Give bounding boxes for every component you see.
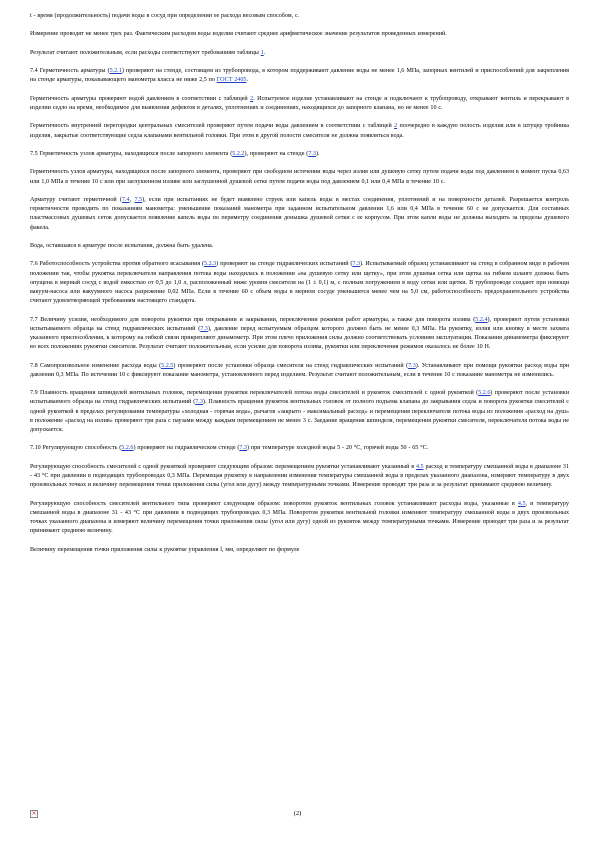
paragraph-text: . bbox=[246, 77, 248, 84]
paragraph bbox=[30, 95, 569, 113]
cross-reference-link[interactable]: 5.2.5 bbox=[161, 362, 174, 369]
paragraph-text: ) проверяют на гидравлическом стенде ( bbox=[133, 445, 240, 452]
cross-reference-link[interactable]: 4.5 bbox=[517, 500, 526, 507]
cross-reference-link[interactable]: 7.5 bbox=[134, 196, 143, 203]
paragraph-text: расход и температуру смешанной воды в диапазоне 31 - 43 °С при давлении в подводящих трубопроводах 0,3 МПа. Перемещая рукоятку в направлении изменения температуры смешанной воды в пределах указанного диапазона, измеряют температуру в двух произвольных точках и величину перемещения точки приложения силы (угол или дугу) между температурными точками. Измерение проводят три раза и за результат принимают среднюю величину. bbox=[30, 463, 569, 489]
cross-reference-link[interactable]: 7.4 bbox=[121, 196, 130, 203]
paragraph bbox=[30, 362, 569, 380]
cross-reference-link[interactable]: 4.5 bbox=[415, 463, 424, 470]
paragraph-text: ). Плавность вращения рукояток вентильных головок от полного подъема клапана до закрывания седла и поворота рукоятки смесителей с одной рукояткой в пределах регулирования температуры «холодная - горячая вода», рычагов «закрыто - максимальный расход» и перемещения переключателя потока воды из положения «расход на душ» в положение «расход на излив» проверяют три раза с паузами между каждым перемещением не менее 3 с. Заедание вращения шпинделя, перемещения рукоятки смесителя, переключателя потока воды не допускается. bbox=[30, 399, 569, 433]
cross-reference-link[interactable]: 5.2.3 bbox=[204, 261, 217, 268]
paragraph-text: 7.6 Работоспособность устройства против обратного всасывания ( bbox=[30, 261, 205, 268]
paragraph bbox=[30, 389, 569, 435]
paragraph bbox=[30, 546, 569, 555]
paragraph-text: ), проверяют на стенде ( bbox=[244, 150, 309, 157]
paragraph bbox=[30, 150, 569, 159]
paragraph-text: t - время (продолжительность) подачи воды в сосуд при определении ее расхода весовым способом, с. bbox=[30, 13, 300, 19]
paragraph-text: . bbox=[263, 49, 266, 56]
cross-reference-link[interactable]: 7.3 bbox=[195, 399, 203, 406]
cross-reference-link[interactable]: 2 bbox=[250, 95, 254, 102]
paragraph-text: ) проверяют на стенде гидравлических испытаний ( bbox=[216, 261, 353, 268]
paragraph-text: Вода, оставшаяся в арматуре после испытания, должна быть удалена. bbox=[30, 242, 214, 249]
cross-reference-link[interactable]: 5.2.1 bbox=[109, 68, 122, 75]
paragraph bbox=[30, 260, 569, 306]
paragraph bbox=[30, 12, 569, 21]
paragraph-text: 7.8 Самопроизвольное изменение расхода воды ( bbox=[30, 362, 162, 369]
paragraph bbox=[30, 463, 569, 491]
cross-reference-link[interactable]: 1 bbox=[260, 49, 264, 56]
cross-reference-link[interactable]: 5.2.2 bbox=[232, 150, 245, 157]
cross-reference-link[interactable]: 7.3 bbox=[352, 261, 361, 268]
paragraph-text: Регулирующую способность смесителей вентильного типа проверяют следующим образом: поворотом рукояток вентильных головок устанавливают расходы воды, указанные в bbox=[30, 500, 518, 507]
paragraph-text: 7.10 Регулирующую способность ( bbox=[30, 445, 122, 452]
paragraph bbox=[30, 122, 569, 140]
paragraph bbox=[30, 168, 569, 186]
cross-reference-link[interactable]: 5.2.6 bbox=[478, 390, 491, 397]
paragraph-text: ), проверяют путем установки испытываемого образца на стенд гидравлических испытаний ( bbox=[30, 316, 569, 332]
paragraph-text: Герметичность арматуры проверяют водой давлением в соответствии с таблицей bbox=[30, 95, 251, 102]
paragraph-text: поочередно в каждую полость изделия или в штуцер тройника изделия, закрытые соответствующие седла клапанами вентильной головки. При этом в другой полости смесителя не должна появляться вода. bbox=[30, 123, 569, 139]
paragraph-text: Величину перемещения точки приложения силы к рукоятке управления l, мм, определяют по формуле bbox=[30, 546, 300, 553]
cross-reference-link[interactable]: 2 bbox=[394, 123, 398, 130]
paragraph bbox=[30, 444, 569, 453]
paragraph-text: 7.4 Герметичность арматуры ( bbox=[30, 68, 110, 75]
cross-reference-link[interactable]: 7.3 bbox=[308, 150, 316, 157]
paragraph-text: ) проверяют на стенде, состоящем из трубопровода, в котором поддерживают давление воды не менее 1,6 МПа, запорных вентилей и приспособлений для закрепления на стенде арматуры, показывающего манометра класса не ниже 2,5 по bbox=[30, 68, 569, 84]
cross-reference-link[interactable]: 7.3 bbox=[408, 362, 416, 369]
paragraph bbox=[30, 30, 569, 39]
paragraph-text: Результат считают положительным, если расходы соответствуют требованиям таблицы bbox=[30, 49, 261, 56]
paragraph-text: , и температуру смешанной воды в диапазоне 31 - 43 °С при давлении в подводящих трубопроводах 0,3 МПа. Поворотом рукоятки вентильной головки изменяют температуру смешанной воды в двух произвольных точках указанного диапазона и измеряют величину перемещения точки приложения силы (угол или дугу) одной из рукояток между температурными точками. Измерение проводят три раза и за результат принимают среднюю величину. bbox=[30, 500, 569, 535]
paragraph-text: ), если при испытаниях не будет выявлено струек или капель воды в местах соединения, уплотнений и на поверхности деталей. Разрешается контроль герметичности проводить по показаниям манометра: уменьшение показаний манометра при заданном испытательном давлении 1,6 или 0,4 МПа в течение 60 с не допускается. Для составных пластмассовых душевых сеток допускается появление капель воды по периметру соединения донышка душевой сетки с ее корпусом. При этом капли воды не должны выходить за пределы душевого факела. bbox=[30, 196, 569, 231]
paragraph-text: , bbox=[129, 196, 135, 203]
paragraph-text: Арматуру считают герметичной ( bbox=[30, 196, 122, 203]
broken-image-icon: × bbox=[31, 810, 37, 817]
paragraph-text: ), давление перед испытуемым образцом которого должно быть не менее 0,3 МПа. На рукоятку, излив или кнопку в месте захвата указанного приспособления, к которому на гибкой связи прикрепляют динамометр. При этом плечо приложения силы должно соответствовать условиям эксплуатации. Показания динамометра фиксируют во всех положениях рукоятки смесителя. Результат считают положительным, если усилие для поворота излива, рукоятки или переключения режимов оказалось не более 10 Н. bbox=[30, 325, 569, 351]
paragraph-text: ) при температуре холодной воды 5 - 20 °С, горячей воды 50 - 65 °С. bbox=[247, 445, 429, 452]
paragraph bbox=[30, 49, 569, 58]
paragraph bbox=[30, 500, 569, 537]
cross-reference-link[interactable]: 7.3 bbox=[200, 325, 208, 332]
paragraph-text: Герметичность узлов арматуры, находящихся после запорного элемента, проверяют при свободном истечении воды через излив или душевую сетку путем подачи воды под давлением в момент пуска 0,63 или 1,0 МПа в течение 10 с или при заглушенном изливе или заглушенной душевой сетке путем подачи воды под давлением 0,1 или 0,4 МПа в течение 10 с. bbox=[30, 169, 569, 185]
paragraph bbox=[30, 242, 569, 251]
paragraph-text: ). Устанавливают при помощи рукоятки расход воды при давлении 0,3 МПа. По истечении 10 с фиксируют показание манометра, установленного перед изделием. Результат считают положительным, если в течение 10 с показание манометра не изменились. bbox=[30, 362, 570, 378]
cross-reference-link[interactable]: 5.2.6 bbox=[121, 445, 134, 452]
paragraph-text: ). Испытываемый образец устанавливают на стенд в собранном виде в рабочем положении так, чтобы рукоятка переключателя направления потока воды находилась в положении «на душевую сетку или щетку», при этом душевая сетка или щетка на гибком шланге должна быть опущена в мерный сосуд с водой емкостью от 0,5 до 1,0 л, расположенный ниже уровня смесителя на (1 ± 0,1) м, с полным погружением в воду сетки или щетки. В трубопроводе создают при помощи вакуум-насоса или вакуумного насоса разрежение 0,02 МПа. Если в течение 60 с объем воды в мерном сосуде уменьшится менее чем на 5,0 см, работоспособность предохранительного устройства считают удовлетворяющей требованиям настоящего стандарта. bbox=[30, 261, 570, 305]
paragraph-text: Регулирующую способность смесителей с одной рукояткой проверяют следующим образом: перемещением рукоятки устанавливают указанный в bbox=[30, 463, 416, 470]
cross-reference-link[interactable]: 5.2.4 bbox=[475, 316, 488, 323]
paragraph-text: 7.9 Плавность вращения шпинделей вентильных головок, перемещения рукоятки переключателей потока воды смесителей и рукояток смесителей с одной рукояткой ( bbox=[30, 390, 479, 397]
paragraph bbox=[30, 196, 569, 233]
paragraph-text: 7.5 Герметичность узлов арматуры, находящихся после запорного элемента ( bbox=[30, 150, 233, 157]
cross-reference-link[interactable]: 7.3 bbox=[239, 445, 248, 452]
cross-reference-link[interactable]: ГОСТ 2405 bbox=[216, 77, 247, 84]
paragraph-text: ). bbox=[315, 150, 320, 157]
paragraph-text: ) проверяют после установки испытываемого образца на стенд гидравлических испытаний ( bbox=[30, 390, 569, 406]
paragraph bbox=[30, 316, 569, 353]
paragraph-text: Герметичность внутренней перегородки центральных смесителей проверяют путем подачи воды давлением в соответствии с таблицей bbox=[30, 123, 395, 130]
paragraph-text: Измерение проводят не менее трех раз. Фактическим расходом воды изделия считают среднее арифметическое значение результатов проведенных измерений. bbox=[30, 31, 447, 38]
paragraph-text: 7.7 Величину усилия, необходимого для поворота рукоятки при открывании и закрывании, переключении режимов работ арматуры, а также для поворота излива ( bbox=[30, 316, 476, 323]
page-number: (2) bbox=[293, 810, 302, 817]
paragraph-text: ) проверяют после установки образца смесителя на стенд гидравлических испытаний ( bbox=[173, 362, 409, 369]
paragraph bbox=[30, 67, 569, 85]
paragraph-text: . Испытуемое изделие устанавливают на стенде и подключают к трубопроводу, открывают вентиль и перекрывают в изделии седло на время, необходимое для выявления дефектов в деталях, уплотнениях и соединениях, находящихся до запорного клапана, но не менее 10 с. bbox=[30, 95, 569, 111]
